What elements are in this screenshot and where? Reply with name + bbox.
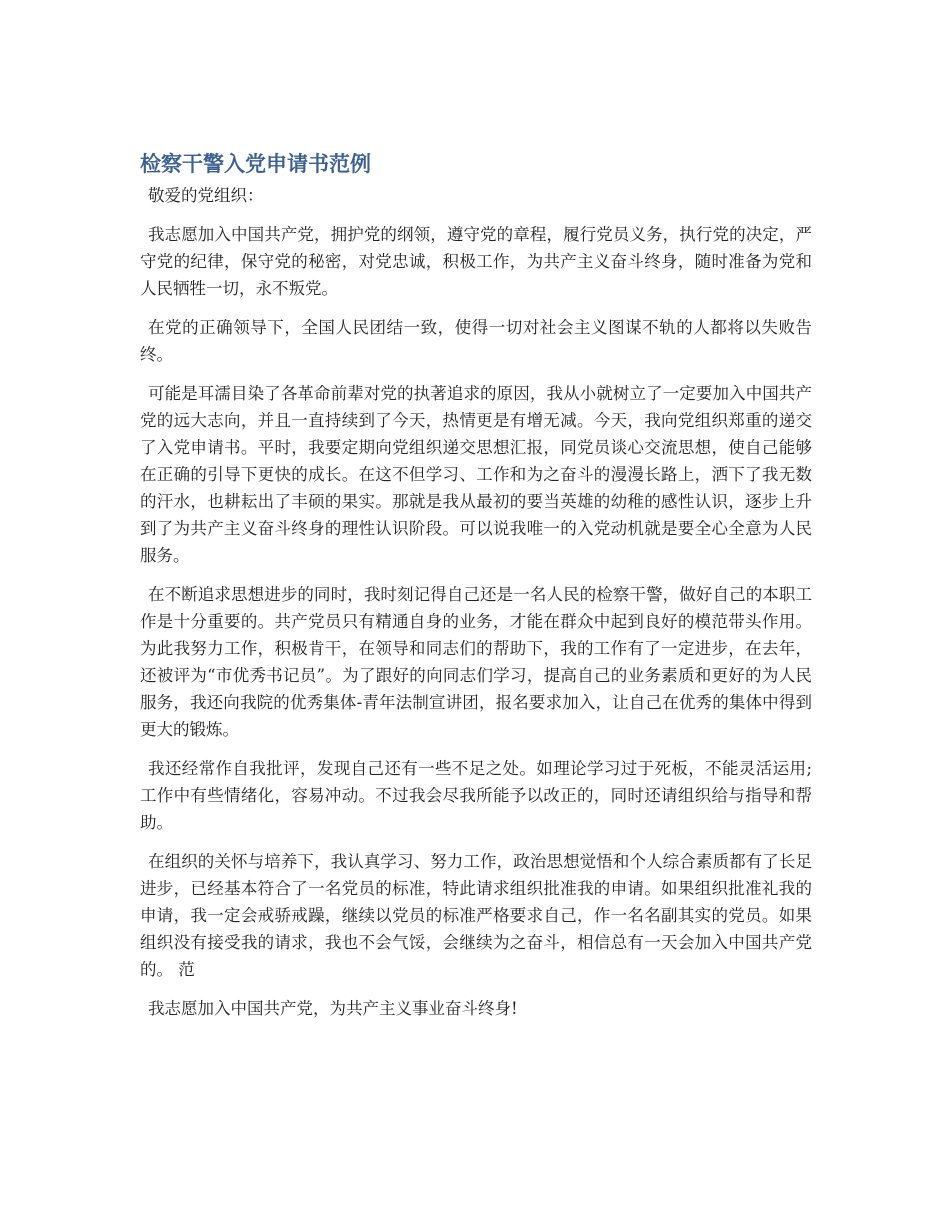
paragraph-leadership: 在党的正确领导下，全国人民团结一致，使得一切对社会主义图谋不轨的人都将以失败告终。 (140, 318, 812, 364)
paragraph-motivation: 可能是耳濡目染了各革命前辈对党的执著追求的原因，我从小就树立了一定要加入中国共产党的远大志向，并且一直持续到了今天，热情更是有增无减。今天，我向党组织郑重的递交了入党申请书。平时，我要定期向党组织递交思想汇报，同党员谈心交流思想，使自己能够在正确的引导下更快的成长。在这不但学习、工作和为之奋斗的漫漫长路上，洒下了我无数的汗水，也耕耘出了丰硕的果实。那就是我从最初的要当英雄的幼稚的感性认识，逐步上升到了为共产主义奋斗终身的理性认识阶段。可以说我唯一的入党动机就是要全心全意为人民服务。 (140, 384, 812, 565)
paragraph-pledge: 我志愿加入中国共产党，拥护党的纲领，遵守党的章程，履行党员义务，执行党的决定，严守党的纪律，保守党的秘密，对党忠诚，积极工作，为共产主义奋斗终身，随时准备为党和人民牺牲一切，永不叛党。 (140, 225, 812, 298)
paragraph-self-criticism: 我还经常作自我批评，发现自己还有一些不足之处。如理论学习过于死板，不能灵活运用;工作中有些情绪化，容易冲动。不过我会尽我所能予以改正的，同时还请组织给与指导和帮助。 (140, 759, 812, 832)
document-body (140, 182, 812, 1034)
paragraph-request: 在组织的关怀与培养下，我认真学习、努力工作，政治思想觉悟和个人综合素质都有了长足进步，已经基本符合了一名党员的标准，特此请求组织批准我的申请。如果组织批准礼我的申请，我一定会戒骄戒躁，继续以党员的标准严格要求自己，作一名名副其实的党员。如果组织没有接受我的请求，我也不会气馁，会继续为之奋斗，相信总有一天会加入中国共产党的。 范 (140, 852, 812, 979)
salutation: 敬爱的党组织： (148, 186, 264, 205)
paragraph-closing: 我志愿加入中国共产党，为共产主义事业奋斗终身! (148, 999, 518, 1018)
paragraph-work: 在不断追求思想进步的同时，我时刻记得自己还是一名人民的检察干警，做好自己的本职工作是十分重要的。共产党员只有精通自身的业务，才能在群众中起到良好的模范带头作用。为此我努力工作，积极肯干，在领导和同志们的帮助下，我的工作有了一定进步，在去年，还被评为“市优秀书记员”。为了跟好的向同志们学习，提高自己的业务素质和更好的为人民服务，我还向我院的优秀集体-青年法制宣讲团，报名要求加入，让自己在优秀的集体中得到更大的锻炼。 (140, 585, 812, 739)
document-title: 检察干警入党申请书范例 (140, 152, 371, 176)
